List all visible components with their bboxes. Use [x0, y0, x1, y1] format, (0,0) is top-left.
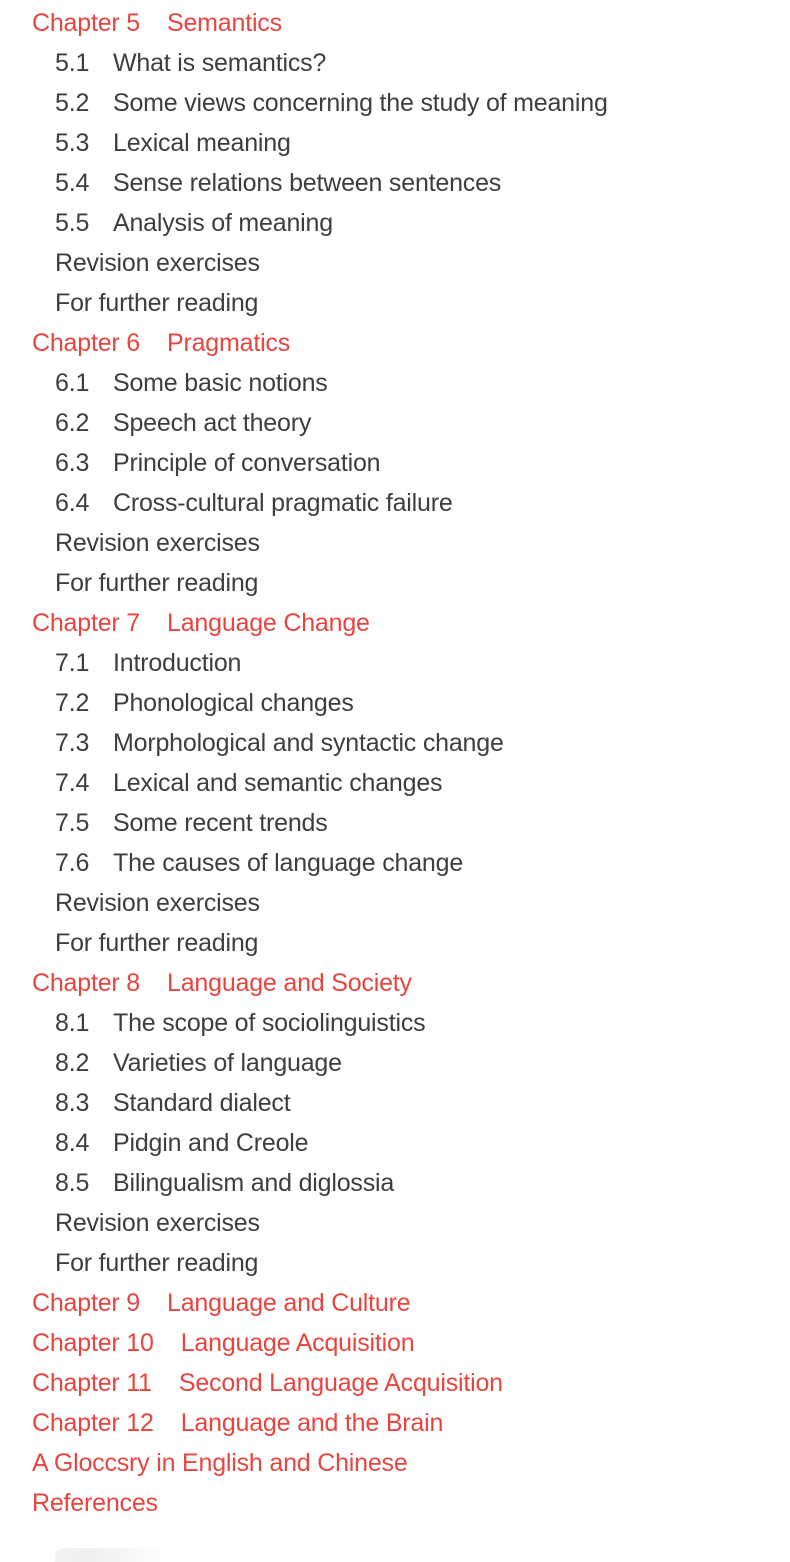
toc-chapter-entry[interactable] [0, 1323, 790, 1363]
toc-section-entry[interactable] [0, 1163, 790, 1203]
section-number: 8.5 [55, 1168, 90, 1197]
section-title: Some recent trends [113, 808, 328, 837]
section-number: 6.1 [55, 368, 90, 397]
toc-chapter-entry[interactable] [0, 323, 790, 363]
toc-chapter-entry[interactable] [0, 603, 790, 643]
toc-section-entry[interactable] [0, 1083, 790, 1123]
partial-element-bottom [55, 1548, 161, 1562]
toc-section-entry[interactable] [0, 43, 790, 83]
toc-section-entry[interactable] [0, 843, 790, 883]
toc-section-entry[interactable] [0, 763, 790, 803]
section-title: The causes of language change [113, 848, 464, 877]
toc-backmatter-entry[interactable] [0, 1443, 790, 1483]
chapter-label: Chapter 11 [32, 1368, 152, 1397]
section-title: Speech act theory [113, 408, 312, 437]
section-number: 5.3 [55, 128, 90, 157]
toc-chapter-entry[interactable] [0, 1363, 790, 1403]
aux-title: Revision exercises [55, 248, 260, 277]
toc-section-entry[interactable] [0, 1043, 790, 1083]
section-number: 7.2 [55, 688, 90, 717]
toc-section-entry[interactable] [0, 483, 790, 523]
aux-title: Revision exercises [55, 888, 260, 917]
chapter-label: Chapter 10 [32, 1328, 154, 1357]
section-title: Sense relations between sentences [113, 168, 502, 197]
toc-section-entry[interactable] [0, 443, 790, 483]
section-title: The scope of sociolinguistics [113, 1008, 426, 1037]
aux-title: Revision exercises [55, 1208, 260, 1237]
toc-aux-entry[interactable] [0, 883, 790, 923]
section-title: Cross-cultural pragmatic failure [113, 488, 453, 517]
toc-section-entry[interactable] [0, 803, 790, 843]
aux-title: Revision exercises [55, 528, 260, 557]
toc-section-entry[interactable] [0, 203, 790, 243]
toc-aux-entry[interactable] [0, 923, 790, 963]
chapter-label: Chapter 9 [32, 1288, 140, 1317]
section-title: Phonological changes [113, 688, 354, 717]
section-number: 8.3 [55, 1088, 90, 1117]
section-number: 6.4 [55, 488, 90, 517]
section-number: 7.3 [55, 728, 90, 757]
section-number: 6.2 [55, 408, 90, 437]
section-number: 7.1 [55, 648, 90, 677]
toc-aux-entry[interactable] [0, 243, 790, 283]
toc-section-entry[interactable] [0, 83, 790, 123]
chapter-label: Chapter 5 [32, 8, 140, 37]
section-title: Lexical and semantic changes [113, 768, 443, 797]
section-number: 8.1 [55, 1008, 90, 1037]
section-title: Pidgin and Creole [113, 1128, 309, 1157]
toc-section-entry[interactable] [0, 723, 790, 763]
aux-title: For further reading [55, 1248, 259, 1277]
toc-aux-entry[interactable] [0, 1243, 790, 1283]
toc-chapter-entry[interactable] [0, 1283, 790, 1323]
toc-aux-entry[interactable] [0, 1203, 790, 1243]
aux-title: For further reading [55, 568, 259, 597]
section-number: 5.5 [55, 208, 90, 237]
section-title: Some basic notions [113, 368, 328, 397]
section-title: Standard dialect [113, 1088, 291, 1117]
chapter-title: Language and Society [167, 968, 412, 997]
backmatter-title: A Gloccsry in English and Chinese [32, 1448, 408, 1477]
section-title: Introduction [113, 648, 242, 677]
chapter-label: Chapter 6 [32, 328, 140, 357]
toc-section-entry[interactable] [0, 123, 790, 163]
chapter-label: Chapter 12 [32, 1408, 154, 1437]
toc-section-entry[interactable] [0, 363, 790, 403]
aux-title: For further reading [55, 288, 259, 317]
section-number: 7.5 [55, 808, 90, 837]
toc-aux-entry[interactable] [0, 283, 790, 323]
chapter-title: Language Acquisition [180, 1328, 415, 1357]
toc-section-entry[interactable] [0, 1003, 790, 1043]
section-number: 5.1 [55, 48, 90, 77]
toc-backmatter-entry[interactable] [0, 1483, 790, 1523]
aux-title: For further reading [55, 928, 259, 957]
section-title: Lexical meaning [113, 128, 291, 157]
toc-section-entry[interactable] [0, 403, 790, 443]
toc-chapter-entry[interactable] [0, 1403, 790, 1443]
toc-section-entry[interactable] [0, 643, 790, 683]
section-title: Bilingualism and diglossia [113, 1168, 395, 1197]
section-title: Varieties of language [113, 1048, 342, 1077]
chapter-title: Semantics [167, 8, 282, 37]
section-title: What is semantics? [113, 48, 327, 77]
chapter-title: Language and the Brain [180, 1408, 444, 1437]
toc-section-entry[interactable] [0, 1123, 790, 1163]
toc-section-entry[interactable] [0, 683, 790, 723]
section-title: Morphological and syntactic change [113, 728, 504, 757]
toc-aux-entry[interactable] [0, 563, 790, 603]
section-number: 7.6 [55, 848, 90, 877]
section-title: Principle of conversation [113, 448, 381, 477]
section-number: 5.4 [55, 168, 90, 197]
toc-section-entry[interactable] [0, 163, 790, 203]
toc-aux-entry[interactable] [0, 523, 790, 563]
section-number: 8.2 [55, 1048, 90, 1077]
section-title: Some views concerning the study of meaning [113, 88, 608, 117]
section-number: 6.3 [55, 448, 90, 477]
section-number: 7.4 [55, 768, 90, 797]
section-number: 8.4 [55, 1128, 90, 1157]
chapter-label: Chapter 7 [32, 608, 140, 637]
toc-chapter-entry[interactable] [0, 3, 790, 43]
backmatter-title: References [32, 1488, 158, 1517]
chapter-label: Chapter 8 [32, 968, 140, 997]
chapter-title: Pragmatics [167, 328, 291, 357]
section-title: Analysis of meaning [113, 208, 333, 237]
chapter-title: Second Language Acquisition [178, 1368, 503, 1397]
section-number: 5.2 [55, 88, 90, 117]
chapter-title: Language and Culture [167, 1288, 411, 1317]
chapter-title: Language Change [167, 608, 370, 637]
toc-chapter-entry[interactable] [0, 963, 790, 1003]
